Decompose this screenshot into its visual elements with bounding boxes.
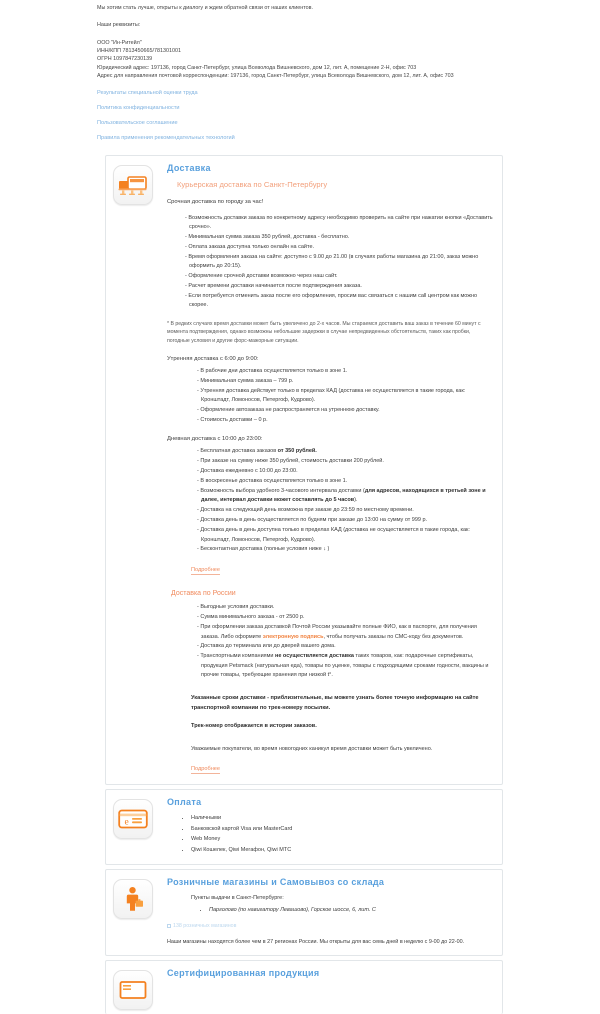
list-item: - Оформление автозаказа не распространяется на утреннюю доставку. (197, 407, 380, 414)
stores-count-label: 138 розничных магазинов (173, 922, 237, 929)
section-title-retail: Розничные магазины и Самовывоз со склада (167, 877, 385, 888)
requisite-postal-address: Адрес для направления почтовой корреспонденции: 197136, город Санкт-Петербург, улица Всеволода Вишневского, дом 12, лит. А, офис 703 (97, 73, 454, 80)
subsection-delivery-russia: Доставка по России (171, 590, 236, 598)
list-item: - Время оформления заказа на сайте: доступно с 9.00 до 21.00 (в случаях работы магазина до 21:00, заказ можно оформить до 20:15). (185, 253, 479, 270)
requisite-ogrn: ОГРН 1097847230139 (97, 56, 153, 63)
retail-regions-note: Наши магазины находятся более чем в 27 регионах России. Мы открыты для вас семь дней в неделю с 9-00 до 22-00. (167, 938, 465, 945)
company-requisites-block (0, 0, 600, 146)
list-item: - Если потребуется отменить заказ после его оформления, просим вас связаться с нашим call центром как можно скорее. (185, 292, 478, 309)
stores-count-link[interactable] (167, 923, 494, 929)
list-item: - В воскресенье доставка осуществляется только в зоне 1. (197, 478, 348, 485)
list-item: - При заказе на сумму ниже 350 рублей, стоимость доставки 200 рублей. (197, 458, 384, 465)
delivery-card (105, 155, 503, 785)
requisite-company-name: ООО "Ин-Ритейл" (97, 39, 142, 46)
morning-conditions-list (191, 367, 494, 425)
section-title-delivery: Доставка (167, 162, 211, 173)
list-item: - Сумма минимального заказа - от 2500 р. (197, 614, 305, 621)
list-item: - Доставка до терминала или до дверей вашего дома. (197, 643, 336, 650)
requisite-legal-address: Юридический адрес: 197136, город Санкт-Петербург, улица Всеволода Вишневского, дом 12, лит. А, помещение 2-Н, офис 703 (97, 64, 417, 71)
day-delivery-label: Дневная доставка с 10:00 до 23:00: (167, 436, 263, 443)
list-item: - При оформлении заказа доставкой Почтой России указывайте полные ФИО, как в паспорте, для получения заказа. Либо оформите электронную подпись, чтобы получать заказы по СМС-коду без документов. (197, 624, 477, 640)
list-item: - Выгодные условия доставки. (197, 604, 275, 611)
list-item: - В рабочие дни доставка осуществляется только в зоне 1. (197, 367, 348, 374)
list-item: - Доставка день в день осуществляется по будням при заказе до 13:00 на сумму от 999 р. (197, 517, 428, 524)
certified-card-body (165, 968, 494, 1010)
retail-icon-col (113, 877, 165, 946)
holiday-delivery-note: Уважаемые покупатели, во время новогодних каникул время доставки может быть увеличено. (191, 745, 433, 752)
svg-text:e: e (124, 817, 129, 828)
pickup-points-label: Пункты выдачи в Санкт-Петербурге: (191, 895, 284, 902)
list-item: • Qiwi Кошелек, Qiwi Мегафон, Qiwi МТС (191, 846, 494, 855)
list-item: • Банковской картой Visa или MasterCard (191, 825, 494, 834)
certificate-icon (113, 970, 153, 1010)
list-item: - Минимальная сумма заказа – 799 р. (197, 377, 294, 384)
intro-line-2: Наши реквизиты: (97, 22, 141, 29)
russia-conditions-list (191, 603, 494, 680)
list-item: - Оплата заказа доступна только онлайн на сайте. (185, 243, 315, 250)
delivery-truck-icon (113, 165, 153, 205)
list-item: • Парголово (по навигатору Левашово), Горское шоссе, 6, лит. С (209, 906, 494, 915)
courier-footnote: * В редких случаях время доставки может быть увеличено до 2-х часов. Мы стараемся доставить ваш заказ в течение 60 минут с момента подтверждения, однако возможны небольшие задержки в случае непредвиденных обстоятельств, таких как пробки, погодные условия и другие форс-мажорные ситуации. (167, 320, 481, 344)
store-person-icon (113, 879, 153, 919)
list-item: - Бесконтактная доставка (полные условия ниже ↓ ) (197, 546, 330, 553)
list-item: - Возможность выбора удобного 3-часового интервала доставки (для адресов, находящихся в третьей зоне и далее, интервал доставки может составлять до 5 часов). (197, 487, 486, 504)
track-number-note-2: Трек-номер отображается в истории заказов. (191, 722, 317, 729)
list-item: - Доставка на следующий день возможна при заказе до 23:59 по местному времени. (197, 507, 414, 514)
list-item: - Утренняя доставка действует только в пределах КАД (доставка не осуществляется в такие города, как: Кронштадт, Ломоносов, Петергоф, Кудрово). (197, 387, 466, 404)
payment-methods-list (167, 814, 494, 855)
delivery-card-body (165, 163, 494, 776)
list-item: - Доставка день в день доступна только в пределах КАД (доставка не осуществляется в такие города, как: Кронштадт, Ломоносов, Петергоф, Кудрово). (197, 527, 470, 543)
payment-card-body (165, 797, 494, 856)
section-title-payment: Оплата (167, 796, 202, 807)
retail-stores-card (105, 869, 503, 955)
courier-lead-text: Срочная доставка по городу за час! (167, 198, 264, 205)
link-recommendation-rules[interactable]: Правила применения рекомендательных технологий (97, 134, 235, 141)
stores-marker-icon (167, 924, 171, 928)
more-link-delivery-russia[interactable]: Подробнее (191, 765, 221, 772)
list-item: - Транспортными компаниями не осуществляется доставка таких товаров, как: подарочные сертификаты, продукция Petsmack (натуральная еда), товары по уценке, товары с подходящими сроками годности, вакцины и прочие товары, требующие хранения при низкой t°. (197, 653, 489, 679)
morning-delivery-label: Утренняя доставка с 6:00 до 9:00: (167, 355, 259, 362)
payment-icon-col (113, 797, 165, 856)
track-number-note-1: Указанные сроки доставки - приблизительные, вы можете узнать более точную информацию на сайте транспортной компании по трек-номеру посылки. (191, 694, 479, 711)
certified-icon-col (113, 968, 165, 1010)
list-item: - Оформление срочной доставки возможно через наш сайт. (185, 273, 338, 280)
delivery-icon-col (113, 163, 165, 776)
retail-card-body (165, 877, 494, 946)
requisite-inn-kpp: ИНН/КПП 7813450665/781301001 (97, 48, 182, 54)
list-item: - Минимальная сумма заказа 350 рублей, доставка - бесплатно. (185, 233, 350, 240)
courier-conditions-list (179, 214, 494, 311)
list-item: - Бесплатная доставка заказов от 350 рублей. (197, 448, 317, 455)
list-item: - Возможность доставки заказа по конкретному адресу необходимо проверить на сайте при нажатии кнопки «Доставить срочно». (185, 214, 493, 231)
intro-line-1: Мы хотим стать лучше, открыты к диалогу и ждем обратной связи от наших клиентов. (97, 5, 314, 11)
day-conditions-list (191, 447, 494, 554)
list-item: - Стоимость доставки – 0 р. (197, 416, 268, 423)
list-item: - Доставка ежедневно с 10:00 до 23:00. (197, 468, 298, 475)
link-labor-assessment[interactable]: Результаты специальной оценки труда (97, 89, 198, 96)
more-link-delivery-spb[interactable]: Подробнее (191, 567, 221, 574)
list-item: • Наличными (191, 814, 494, 823)
list-item: - Расчет времени доставки начинается после подтверждения заказа. (185, 282, 362, 289)
link-privacy-policy[interactable]: Политика конфиденциальности (97, 104, 180, 111)
credit-card-icon (113, 799, 153, 839)
subsection-courier-spb: Курьерская доставка по Санкт-Петербургу (177, 179, 328, 189)
certified-products-card (105, 960, 503, 1014)
pickup-points-list (167, 906, 494, 915)
link-user-agreement[interactable]: Пользовательское соглашение (97, 119, 178, 126)
payment-card (105, 789, 503, 865)
section-title-certified: Сертифицированная продукция (167, 967, 320, 978)
list-item: • Web Money (191, 835, 494, 844)
